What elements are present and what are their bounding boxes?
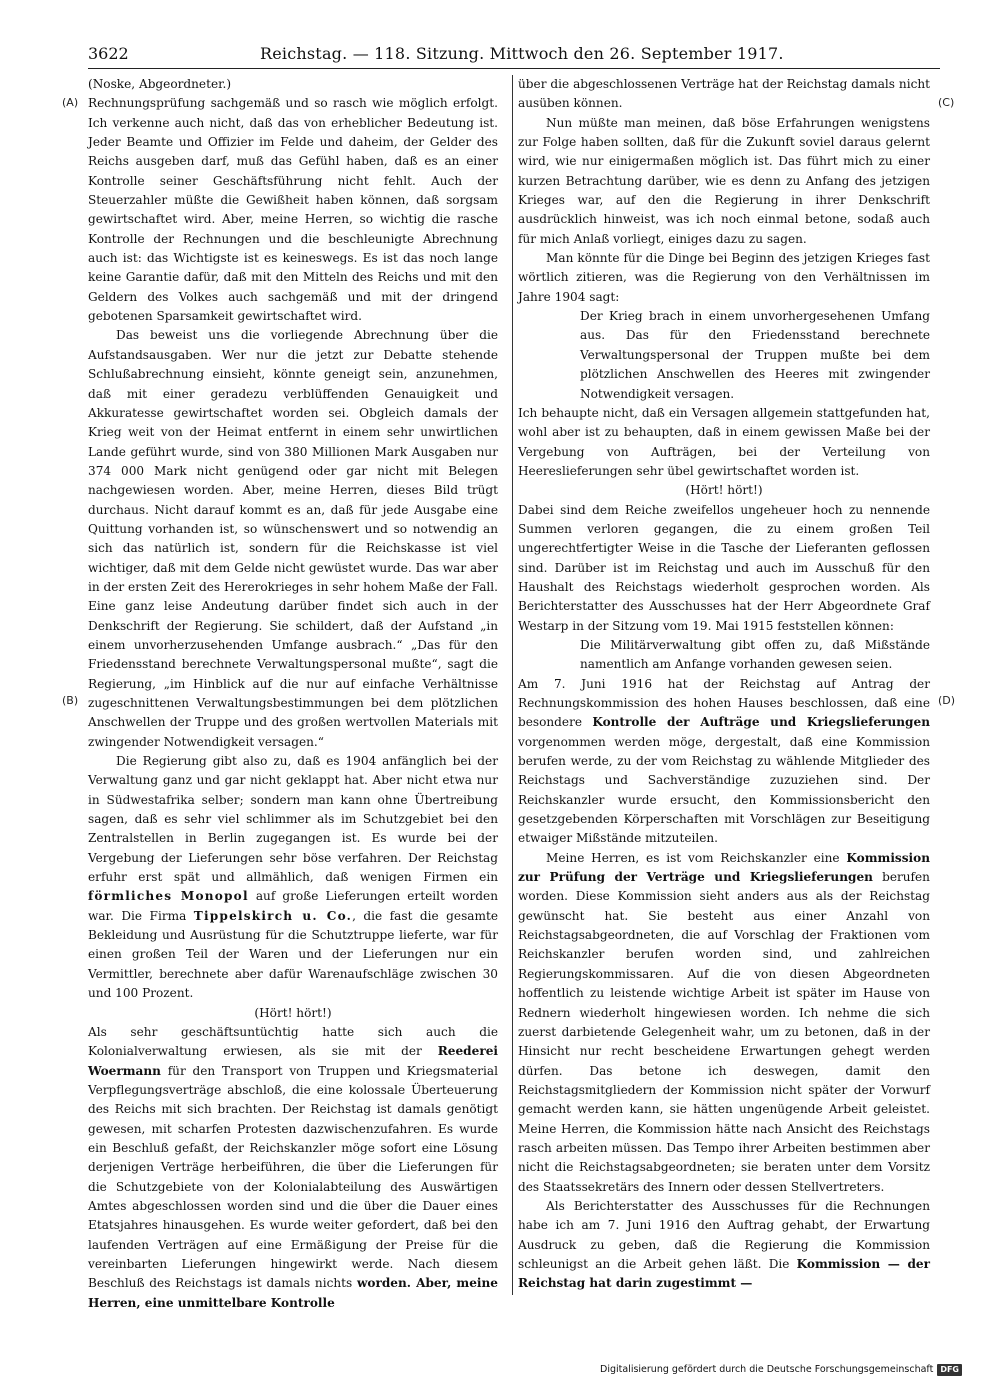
- paragraph: Am 7. Juni 1916 hat der Reichstag auf Antrag der Rechnungskommission des hohen Hauses beschlossen, daß eine besondere Kontrolle der Aufträge und Kriegslieferungen vorgenommen werden möge, dergestalt, daß eine Kommission berufen werde, zu der vom Reichstag zu wählende Mitglieder des Reichstags und Sachverständige zuzuziehen sind. Der Reichskanzler wurde ersucht, den Kommissionsbericht den gesetzgebenden Körperschaften mit Vorschlägen zur Beseitigung etwaiger Mißstände mitzuteilen.: [518, 676, 930, 846]
- interjection: (Hört! hört!): [685, 483, 763, 498]
- footer-credit: [600, 1362, 962, 1378]
- footer-text: Digitalisierung gefördert durch die Deutsche Forschungsgemeinschaft: [600, 1364, 934, 1375]
- left-column: [88, 75, 498, 1310]
- right-column: [518, 75, 930, 1300]
- header-rule: [88, 68, 940, 69]
- paragraph: über die abgeschlossenen Verträge hat der Reichstag damals nicht ausüben können.: [518, 77, 930, 111]
- paragraph: Meine Herren, es ist vom Reichskanzler eine Kommission zur Prüfung der Verträge und Kriegslieferungen berufen worden. Diese Kommission sieht anders aus als der Reichstag gewünscht hat. Sie besteht aus einer Anzahl von Reichstagsabgeordneten, die auf Vorschlag der Fraktionen vom Reichskanzler berufen worden sind, und zahlreichen Regierungskommissaren. Auf die von diesen Abgeordneten hoffentlich zu leistende wichtige Arbeit ist später im Hause von Rednern wiederholt hingewiesen worden. Ich nehme die sich zuerst darbietende Gelegenheit wahr, um zu betonen, daß in der Hinsicht nur recht bescheidene Erwartungen gehegt werden dürfen. Das betone ich deswegen, damit den Reichstagsmitgliedern der Kommission nicht später der Vorwurf gemacht werden kann, sie hätten ungenügende Arbeit geleistet. Meine Herren, die Kommission hätte nach Ansicht des Reichstags rasch arbeiten müssen. Das Tempo ihrer Arbeiten bestimmen aber nicht die Reichstagsabgeordneten; sie beraten unter dem Vorsitz des Staatssekretärs des Innern oder dessen Stellvertreters.: [518, 850, 930, 1194]
- bold-term: Tippelskirch u. Co.: [193, 908, 353, 923]
- bold-phrase: Kommission — der Reichstag hat darin zugestimmt —: [518, 1256, 930, 1291]
- margin-marker-a: (A): [62, 96, 79, 109]
- paragraph: Das beweist uns die vorliegende Abrechnung über die Aufstandsausgaben. Wer nur die jetzt zur Debatte stehende Schlußabrechnung einsieht, könnte geneigt sein, anzunehmen, daß mit einer geradezu verblüffenden Genauigkeit und Akkuratesse gewirtschaftet worden sei. Obgleich damals der Krieg weit von der Heimat entfernt in einem sehr unwirtlichen Lande geführt wurde, sind von 380 Millionen Mark Ausgaben nur 374 000 Mark nicht genügend oder gar nicht mit Belegen nachgewiesen worden. Aber, meine Herren, dieses Bild trügt durchaus. Nicht darauf kommt es an, daß für jede Ausgabe eine Quittung vorhanden ist, so wünschenswert und so notwendig an sich das natürlich ist, sondern für die Reichskasse ist viel wichtiger, daß mit dem Gelde nicht gewüstet wurde. Das war aber in der ersten Zeit des Hererokrieges in sehr hohem Maße der Fall. Eine ganz leise Andeutung darüber findet sich auch in der Denkschrift der Regierung. Sie schildert, daß der Aufstand „in einem unvorherzusehenden Umfange ausbrach.“ „Das für den Friedensstand berechnete Verwaltungspersonal mußte“, sagt die Regierung, „im Hinblick auf die nur auf einfache Verhältnisse zugeschnittenen Verwaltungsbestimmungen bei dem plötzlichen Anschwellen der Truppe und des großen wertvollen Materials mit zwingender Notwendigkeit versagen.“: [88, 328, 498, 749]
- dfg-logo: DFG: [937, 1364, 962, 1376]
- running-title: Reichstag. — 118. Sitzung. Mittwoch den 26. September 1917.: [260, 44, 784, 63]
- column-divider: [512, 75, 513, 1295]
- margin-marker-b: (B): [62, 694, 79, 707]
- block-quote: Der Krieg brach in einem unvorhergesehenen Umfang aus. Das für den Friedensstand berechnete Verwaltungspersonal der Truppen mußte bei dem plötzlichen Anschwellen des Heeres mit zwingender Notwendigkeit versagen.: [580, 309, 930, 401]
- bold-term: Kommission zur Prüfung der Verträge und Kriegslieferungen: [518, 850, 930, 885]
- bold-term: förmliches Monopol: [88, 889, 249, 904]
- margin-marker-d: (D): [938, 694, 956, 707]
- block-quote: Die Militärverwaltung gibt offen zu, daß Mißstände namentlich am Anfange vorhanden gewesen seien.: [580, 637, 930, 672]
- page-header: [88, 44, 940, 64]
- paragraph: Ich behaupte nicht, daß ein Versagen allgemein stattgefunden hat, wohl aber ist zu behaupten, daß in einem gewissen Maße bei der Vergebung von Aufträgen, bei der Verteilung von Heereslieferungen sehr übel gewirtschaftet worden ist.: [518, 405, 930, 478]
- bold-term: Reederei Woermann: [88, 1044, 498, 1078]
- paragraph: Man könnte für die Dinge bei Beginn des jetzigen Krieges fast wörtlich zitieren, was die Regierung von den Verhältnissen im Jahre 1904 sagt:: [518, 251, 930, 304]
- speaker-label: (Noske, Abgeordneter.): [88, 77, 232, 91]
- paragraph: Dabei sind dem Reiche zweifellos ungeheuer hoch zu nennende Summen verloren gegangen, die zu einem großen Teil ungerechtfertigter Weise in die Tasche der Lieferanten geflossen sind. Darüber ist im Reichstag und auch im Ausschuß für den Haushalt des Reichstags wiederholt gesprochen worden. Als Berichterstatter des Ausschusses hat der Herr Abgeordnete Graf Westarp in der Sitzung vom 19. Mai 1915 feststellen können:: [518, 502, 930, 633]
- interjection: (Hört! hört!): [254, 1005, 332, 1020]
- paragraph: Nun müßte man meinen, daß böse Erfahrungen wenigstens zur Folge haben sollten, daß für die Zukunft soviel daraus gelernt wird, wie nur einigermaßen möglich ist. Das führt mich zu einer kurzen Betrachtung darüber, wie es denn zu Anfang des jetzigen Krieges war, auf den die Regierung in ihrer Denkschrift ausdrücklich hinweist, was ich noch einmal betone, sodaß auch für mich Anlaß vorliegt, einiges dazu zu sagen.: [518, 115, 930, 246]
- paragraph: Als sehr geschäftsuntüchtig hatte sich auch die Kolonialverwaltung erwiesen, als sie mit der Reederei Woermann für den Transport von Truppen und Kriegsmaterial Verpflegungsverträge abschloß, die eine kolossale Überteuerung des Reichs mit sich brachten. Der Reichstag ist damals genötigt gewesen, mit scharfen Protesten dazwischenzufahren. Es wurde ein Beschluß gefaßt, der Reichskanzler möge sofort eine Lösung derjenigen Verträge herbeiführen, die über die Lieferungen für die Schutzgebiete von der Kolonialabteilung des Auswärtigen Amtes abgeschlossen worden sind und die über die Dauer eines Etatsjahres hinausgehen. Es wurde weiter gefordert, daß bei den laufenden Verträgen auf eine Ermäßigung der Preise für die vereinbarten Lieferungen hingewirkt werde. Nach diesem Beschluß des Reichstags ist damals nichts worden. Aber, meine Herren, eine unmittelbare Kontrolle: [88, 1024, 498, 1310]
- bold-phrase: worden. Aber, meine Herren, eine unmittelbare Kontrolle: [88, 1276, 498, 1310]
- paragraph: Als Berichterstatter des Ausschusses für die Rechnungen habe ich am 7. Juni 1916 den Auftrag gehabt, der Erwartung Ausdruck zu geben, daß die Regierung die Kommission schleunigst an die Arbeit gehen läßt. Die Kommission — der Reichstag hat darin zugestimmt —: [518, 1198, 930, 1291]
- paragraph: Die Regierung gibt also zu, daß es 1904 anfänglich bei der Verwaltung ganz und gar nicht geklappt hat. Aber nicht etwa nur in Südwestafrika selber; sondern man kann ohne Übertreibung sagen, daß es sehr viel schlimmer als im Schutzgebiet bei den Zentralstellen in Berlin zugegangen ist. Es wurde bei der Vergebung der Lieferungen sehr böse verfahren. Der Reichstag erfuhr erst spät und allmählich, daß wenigen Firmen ein förmliches Monopol auf große Lieferungen erteilt worden war. Die Firma Tippelskirch u. Co., die fast die gesamte Bekleidung und Ausrüstung für die Schutztruppe lieferte, war für einen großen Teil der Waren und der Lieferungen nur ein Vermittler, berechnete aber dafür Warenaufschläge zwischen 30 und 100 Prozent.: [88, 754, 498, 1001]
- margin-marker-c: (C): [938, 96, 955, 109]
- page-number: 3622: [88, 44, 129, 63]
- paragraph: Rechnungsprüfung sachgemäß und so rasch wie möglich erfolgt. Ich verkenne auch nicht, daß das von erheblicher Bedeutung ist. Jeder Beamte und Offizier im Felde und daheim, der Gelder des Reichs ausgeben darf, muß das Gefühl haben, daß es an einer Kontrolle seiner Geschäftsführung nicht fehlt. Auch der Steuerzahler müßte die Gewißheit haben können, daß sorgsam gewirtschaftet wird. Aber, meine Herren, so wichtig die rasche Kontrolle der Rechnungen und die beschleunigte Abrechnung auch ist: das Wichtigste ist es keineswegs. Es ist das noch lange keine Garantie dafür, daß mit den Mitteln des Reichs und mit den Geldern des Volkes auch sachgemäß und mit der dringend gebotenen Sparsamkeit gewirtschaftet wird.: [88, 96, 498, 324]
- bold-term: Kontrolle der Aufträge und Kriegslieferungen: [592, 715, 930, 730]
